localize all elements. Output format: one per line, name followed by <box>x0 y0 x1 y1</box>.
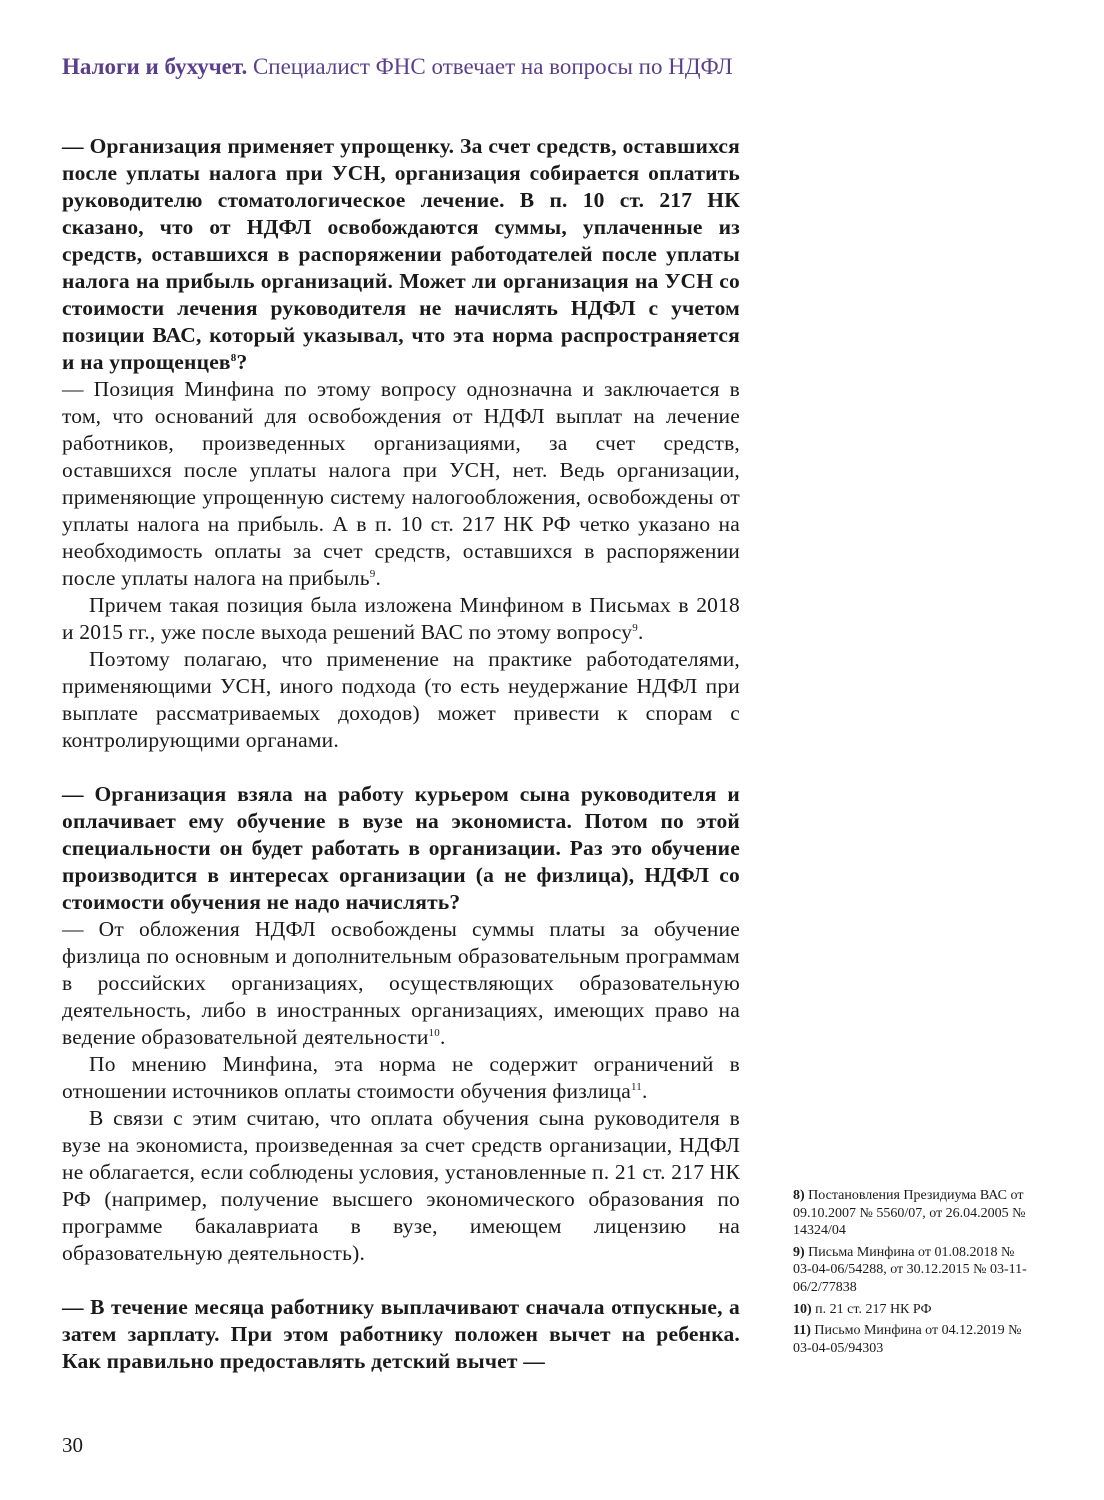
footnote-ref: 11 <box>631 1081 642 1093</box>
answer-paragraph <box>62 646 740 754</box>
answer-paragraph <box>62 1051 740 1105</box>
question-paragraph <box>62 1294 740 1375</box>
footnote-text: Постановления Президиума ВАС от 09.10.2007 № 5560/07, от 26.04.2005 № 14324/04 <box>793 1188 1026 1239</box>
paragraph-text: По мнению Минфина, эта норма не содержит ограничений в отношении источников оплаты стоимости обучения физлица <box>62 1052 740 1103</box>
footnote-number: 10) <box>793 1301 812 1317</box>
answer-paragraph <box>62 376 740 592</box>
running-header <box>62 53 733 81</box>
footnote-number: 11) <box>793 1323 811 1339</box>
page-number: 30 <box>62 1433 83 1457</box>
footnote-text: Письма Минфина от 01.08.2018 № 03-04-06/54288, от 30.12.2015 № 03-11-06/2/77838 <box>793 1244 1027 1295</box>
footnote-number: 8) <box>793 1188 805 1203</box>
footnote-ref: 10 <box>428 1027 440 1039</box>
paragraph-text: — Организация взяла на работу курьером сына руководителя и оплачивает ему обучение в вузе на экономиста. Потом по этой специальности он будет работать в организации. Раз это обучение производится в интересах организации (а не физлица), НДФЛ со стоимости обучения не надо начислять? <box>62 782 740 914</box>
footnote-ref: 9 <box>369 568 376 580</box>
paragraph-text: ? <box>236 350 248 374</box>
paragraph-text: — В течение месяца работнику выплачивают сначала отпускные, а затем зарплату. При этом работнику положен вычет на ребенка. Как правильно предоставлять детский вычет — <box>62 1295 740 1373</box>
paragraph-text: — Организация применяет упрощенку. За счет средств, оставшихся после уплаты налога при УСН, организация собирается оплатить руководителю стоматологическое лечение. В п. 10 ст. 217 НК сказано, что от НДФЛ освобождаются суммы, уплаченные из средств, оставшихся в распоряжении работодателей после уплаты налога на прибыль организаций. Может ли организация на УСН со стоимости лечения руководителя не начислять НДФЛ с учетом позиции ВАС, который указывал, что эта норма распространяется и на упрощенцев <box>62 134 740 374</box>
answer-paragraph <box>62 1105 740 1267</box>
answer-paragraph <box>62 592 740 646</box>
question-paragraph <box>62 781 740 916</box>
paragraph-text: . <box>642 1079 648 1103</box>
footnote-ref: 9 <box>632 622 638 634</box>
footnote-ref: 8 <box>230 352 237 364</box>
paragraph-text: Поэтому полагаю, что применение на практике работодателями, применяющими УСН, иного подхода (то есть неудержание НДФЛ при выплате рассматриваемых доходов) может привести к спорам с контролирующими органами. <box>62 647 740 752</box>
section-name: Налоги и бухучет. <box>62 54 248 79</box>
article-body <box>62 133 740 1375</box>
footnote <box>793 1301 1033 1319</box>
paragraph-text: Причем такая позиция была изложена Минфином в Письмах в 2018 и 2015 гг., уже после выхода решений ВАС по этому вопросу <box>62 593 740 644</box>
question-paragraph <box>62 133 740 376</box>
article-title: Специалист ФНС отвечает на вопросы по НДФЛ <box>252 54 733 79</box>
footnote-text: Письмо Минфина от 04.12.2019 № 03-04-05/94303 <box>793 1323 1022 1356</box>
paragraph-text: . <box>439 1025 446 1049</box>
paragraph-text: — Позиция Минфина по этому вопросу однозначна и заключается в том, что оснований для освобождения от НДФЛ выплат на лечение работников, произведенных организациями, за счет средств, оставшихся после уплаты налога при УСН, нет. Ведь организации, применяющие упрощенную систему налогообложения, освобождены от уплаты налога на прибыль. А в п. 10 ст. 217 НК РФ четко указано на необходимость оплаты за счет средств, оставшихся в распоряжении после уплаты налога на прибыль <box>62 377 740 590</box>
paragraph-text: — От обложения НДФЛ освобождены суммы платы за обучение физлица по основным и дополнительным образовательным программам в российских организациях, осуществляющих образовательную деятельность, либо в иностранных организациях, имеющих право на ведение образовательной деятельности <box>62 917 740 1049</box>
footnote <box>793 1322 1033 1357</box>
footnotes <box>793 1187 1033 1361</box>
answer-paragraph <box>62 916 740 1051</box>
footnote-number: 9) <box>793 1244 805 1260</box>
paragraph-text: В связи с этим считаю, что оплата обучения сына руководителя в вузе на экономиста, произведенная за счет средств организации, НДФЛ не облагается, если соблюдены условия, установленные п. 21 ст. 217 НК РФ (например, получение высшего экономического образования по программе бакалавриата в вузе, имеющем лицензию на образовательную деятельность). <box>62 1106 740 1265</box>
footnote-text: п. 21 ст. 217 НК РФ <box>815 1301 932 1317</box>
footnote <box>793 1187 1033 1240</box>
footnote <box>793 1244 1033 1297</box>
paragraph-text: . <box>375 566 382 590</box>
paragraph-text: . <box>637 620 644 644</box>
